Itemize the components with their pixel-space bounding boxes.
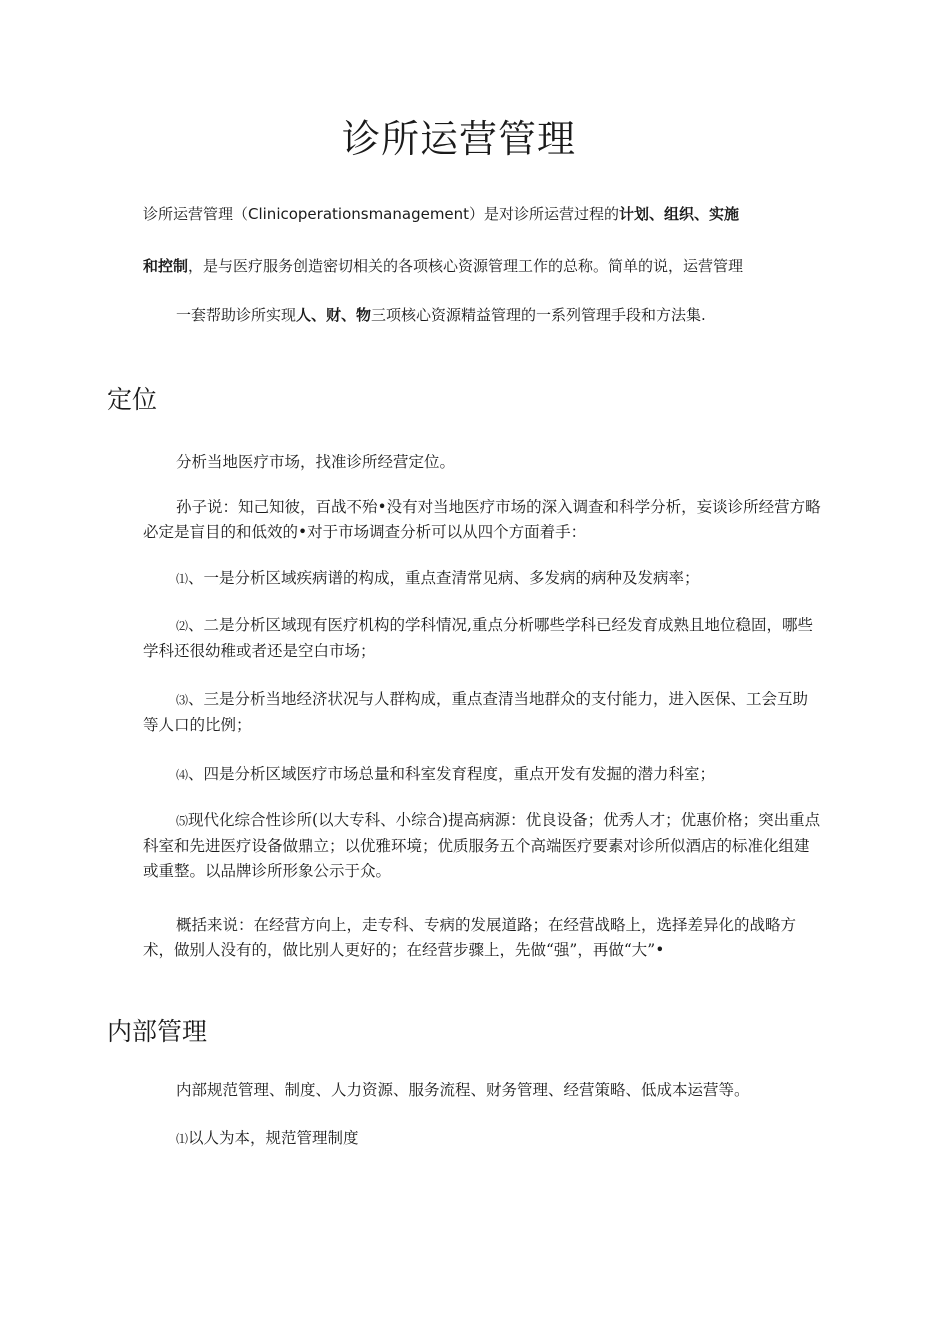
list-number: ⑸ — [176, 814, 189, 828]
intro-line-1 — [143, 203, 803, 224]
intro-line-2 — [143, 255, 803, 276]
paragraph-text: 分析当地医疗市场，找准诊所经营定位。 — [176, 453, 456, 471]
intro-line-1-bold: 计划、组织、实施 — [619, 205, 740, 223]
list-item-text: 、二是分析区域现有医疗机构的学科情况,重点分析哪些学科已经发育成熟且地位稳固，哪些学科还很幼稚或者还是空白市场； — [143, 616, 813, 660]
list-number: ⑷ — [176, 768, 189, 782]
paragraph — [143, 1078, 823, 1103]
paragraph-text: 概括来说：在经营方向上，走专科、专病的发展道路；在经营战略上，选择差异化的战略方术，做别人没有的，做比别人更好的；在经营步骤上，先做“强”，再做“大”• — [143, 916, 797, 959]
section-heading-internal-management: 内部管理 — [107, 1017, 208, 1046]
list-item-text: 以人为本，规范管理制度 — [188, 1129, 359, 1147]
intro-line-3-text-b: 三项核心资源精益管理的一系列管理手段和方法集. — [371, 306, 706, 324]
intro-line-2-text: ，是与医疗服务创造密切相关的各项核心资源管理工作的总称。简单的说，运营管理 — [188, 257, 744, 275]
paragraph-text: 内部规范管理、制度、人力资源、服务流程、财务管理、经营策略、低成本运营等。 — [176, 1081, 750, 1099]
list-item — [143, 762, 823, 788]
section-heading-positioning: 定位 — [107, 385, 158, 414]
list-item — [143, 808, 823, 884]
list-item — [143, 1126, 823, 1152]
paragraph-summary — [143, 913, 823, 963]
list-number: ⑶ — [176, 693, 189, 707]
list-item-text: 现代化综合性诊所(以大专科、小综合)提高病源：优良设备；优秀人才；优惠价格；突出重点科室和先进医疗设备做鼎立；以优雅环境；优质服务五个高端医疗要素对诊所似酒店的标准化组建或重整。以品牌诊所形象公示于众。 — [143, 811, 821, 880]
list-item-text: 、一是分析区域疾病谱的构成，重点查清常见病、多发病的病种及发病率； — [188, 569, 700, 587]
list-item — [143, 566, 823, 592]
intro-line-3 — [176, 304, 836, 325]
intro-line-2-bold: 和控制 — [143, 257, 189, 275]
intro-line-1-text: 诊所运营管理（Clinicoperationsmanagement）是对诊所运营过程的 — [143, 205, 620, 223]
intro-line-3-bold: 人、财、物 — [296, 306, 372, 324]
page-title: 诊所运营管理 — [341, 117, 576, 161]
list-item-text: 、三是分析当地经济状况与人群构成，重点查清当地群众的支付能力，进入医保、工会互助等人口的比例； — [143, 690, 809, 734]
paragraph-text: 孙子说：知己知彼，百战不殆•没有对当地医疗市场的深入调查和科学分析，妄谈诊所经营方略必定是盲目的和低效的•对于市场调查分析可以从四个方面着手： — [143, 498, 821, 541]
list-number: ⑴ — [176, 1132, 189, 1146]
list-number: ⑵ — [176, 619, 189, 633]
list-item — [143, 687, 823, 738]
list-number: ⑴ — [176, 572, 189, 586]
paragraph — [143, 450, 823, 475]
list-item — [143, 613, 823, 664]
list-item-text: 、四是分析区域医疗市场总量和科室发育程度，重点开发有发掘的潜力科室； — [188, 765, 716, 783]
paragraph — [143, 495, 823, 545]
intro-line-3-text-a: 一套帮助诊所实现 — [176, 306, 297, 324]
